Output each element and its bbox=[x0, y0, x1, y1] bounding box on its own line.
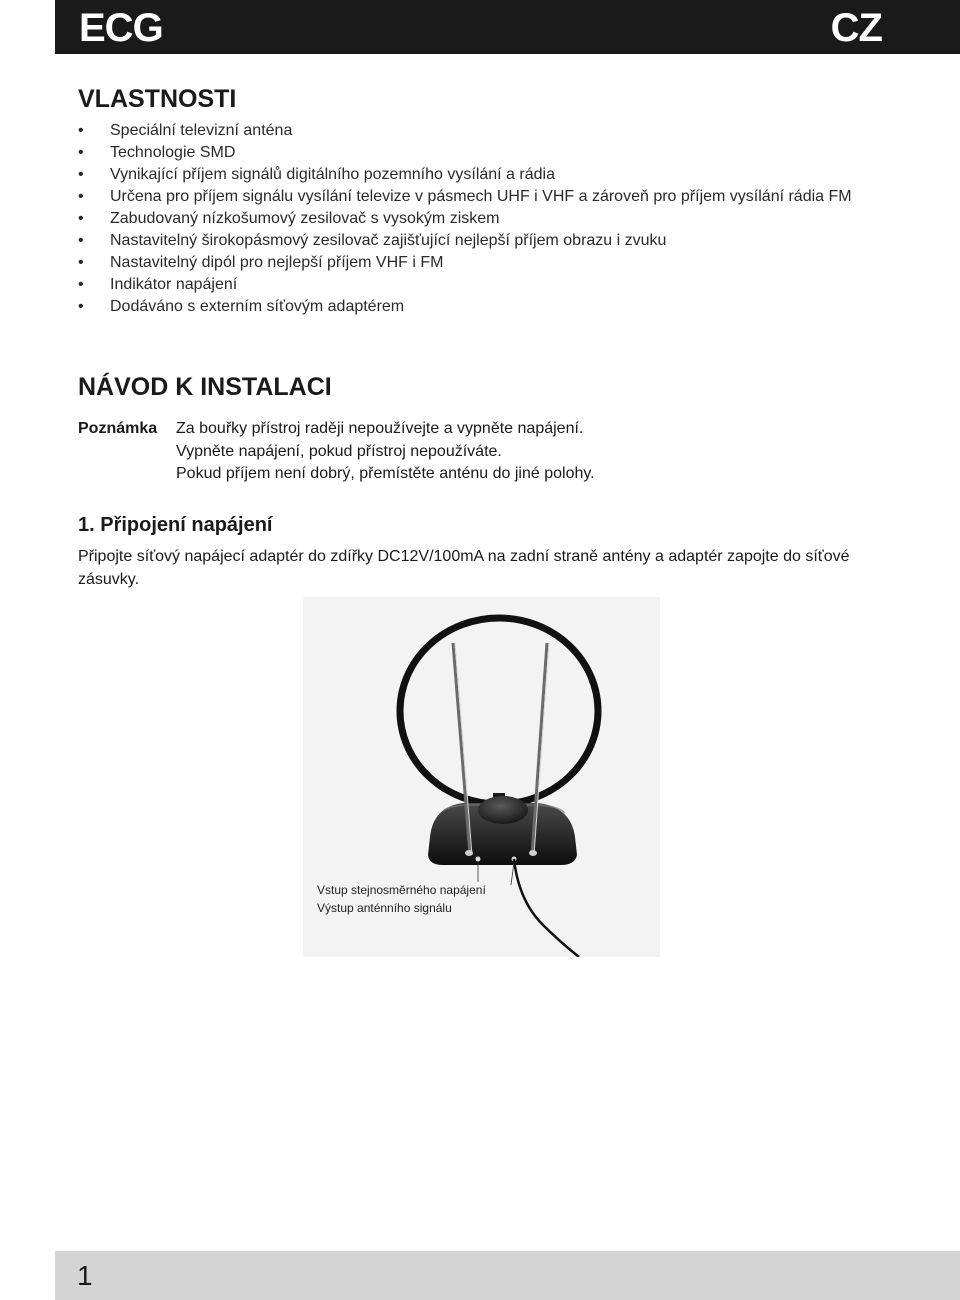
callout-signal-output: Výstup anténního signálu bbox=[317, 901, 452, 915]
feature-text: Indikátor napájení bbox=[110, 276, 238, 293]
rod-mount-left bbox=[465, 850, 473, 856]
note-lines bbox=[176, 418, 595, 486]
feature-item bbox=[78, 120, 918, 142]
callout-leader bbox=[511, 862, 514, 885]
footer-bar bbox=[55, 1251, 960, 1300]
power-title: 1. Připojení napájení bbox=[78, 514, 273, 536]
feature-item bbox=[78, 296, 918, 318]
loop-ring bbox=[400, 618, 598, 804]
dc-input-port bbox=[476, 857, 481, 862]
feature-text: Dodáváno s externím síťovým adaptérem bbox=[110, 298, 405, 315]
bullet-icon: • bbox=[78, 276, 84, 293]
bullet-icon: • bbox=[78, 210, 84, 227]
bullet-icon: • bbox=[78, 166, 84, 183]
bullet-icon: • bbox=[78, 122, 84, 139]
rod-mount-right bbox=[529, 850, 537, 856]
installation-title: NÁVOD K INSTALACI bbox=[78, 373, 332, 401]
feature-text: Vynikající příjem signálů digitálního pozemního vysílání a rádia bbox=[110, 166, 555, 183]
note-block bbox=[78, 418, 918, 486]
feature-text: Technologie SMD bbox=[110, 144, 236, 161]
feature-item bbox=[78, 208, 918, 230]
note-line: Za bouřky přístroj raději nepoužívejte a vypněte napájení. bbox=[176, 420, 584, 437]
power-section bbox=[78, 512, 898, 591]
features-list bbox=[78, 120, 918, 318]
feature-text: Určena pro příjem signálu vysílání televize v pásmech UHF i VHF a zároveň pro příjem vysílání rádia FM bbox=[110, 188, 852, 205]
bullet-icon: • bbox=[78, 232, 84, 249]
feature-item bbox=[78, 230, 918, 252]
header-bar bbox=[55, 0, 960, 54]
feature-item bbox=[78, 252, 918, 274]
feature-text: Nastavitelný dipól pro nejlepší příjem VHF i FM bbox=[110, 254, 444, 271]
feature-text: Speciální televizní anténa bbox=[110, 122, 293, 139]
power-text: Připojte síťový napájecí adaptér do zdířky DC12V/100mA na zadní straně antény a adaptér zapojte do síťové zásuvky. bbox=[78, 548, 850, 588]
feature-item bbox=[78, 186, 918, 208]
features-title: VLASTNOSTI bbox=[78, 85, 237, 113]
antenna-cable bbox=[514, 859, 579, 957]
installation-section bbox=[78, 372, 918, 486]
feature-item bbox=[78, 142, 918, 164]
note-label: Poznámka bbox=[78, 420, 158, 437]
knob bbox=[478, 796, 528, 824]
brand-logo: ECG bbox=[79, 6, 163, 50]
bullet-icon: • bbox=[78, 188, 84, 205]
feature-text: Zabudovaný nízkošumový zesilovač s vysokým ziskem bbox=[110, 210, 500, 227]
callout-dc-input: Vstup stejnosměrného napájení bbox=[317, 883, 486, 897]
bullet-icon: • bbox=[78, 144, 84, 161]
features-section bbox=[78, 84, 918, 318]
feature-item bbox=[78, 274, 918, 296]
page-number: 1 bbox=[77, 1260, 93, 1291]
language-code: CZ bbox=[830, 6, 882, 50]
note-line: Pokud příjem není dobrý, přemístěte anténu do jiné polohy. bbox=[176, 465, 595, 482]
note-line: Vypněte napájení, pokud přístroj nepoužíváte. bbox=[176, 442, 502, 460]
antenna-figure bbox=[303, 597, 660, 957]
bullet-icon: • bbox=[78, 254, 84, 271]
feature-item bbox=[78, 164, 918, 186]
feature-text: Nastavitelný širokopásmový zesilovač zajišťující nejlepší příjem obrazu i zvuku bbox=[110, 232, 667, 249]
bullet-icon: • bbox=[78, 298, 84, 315]
